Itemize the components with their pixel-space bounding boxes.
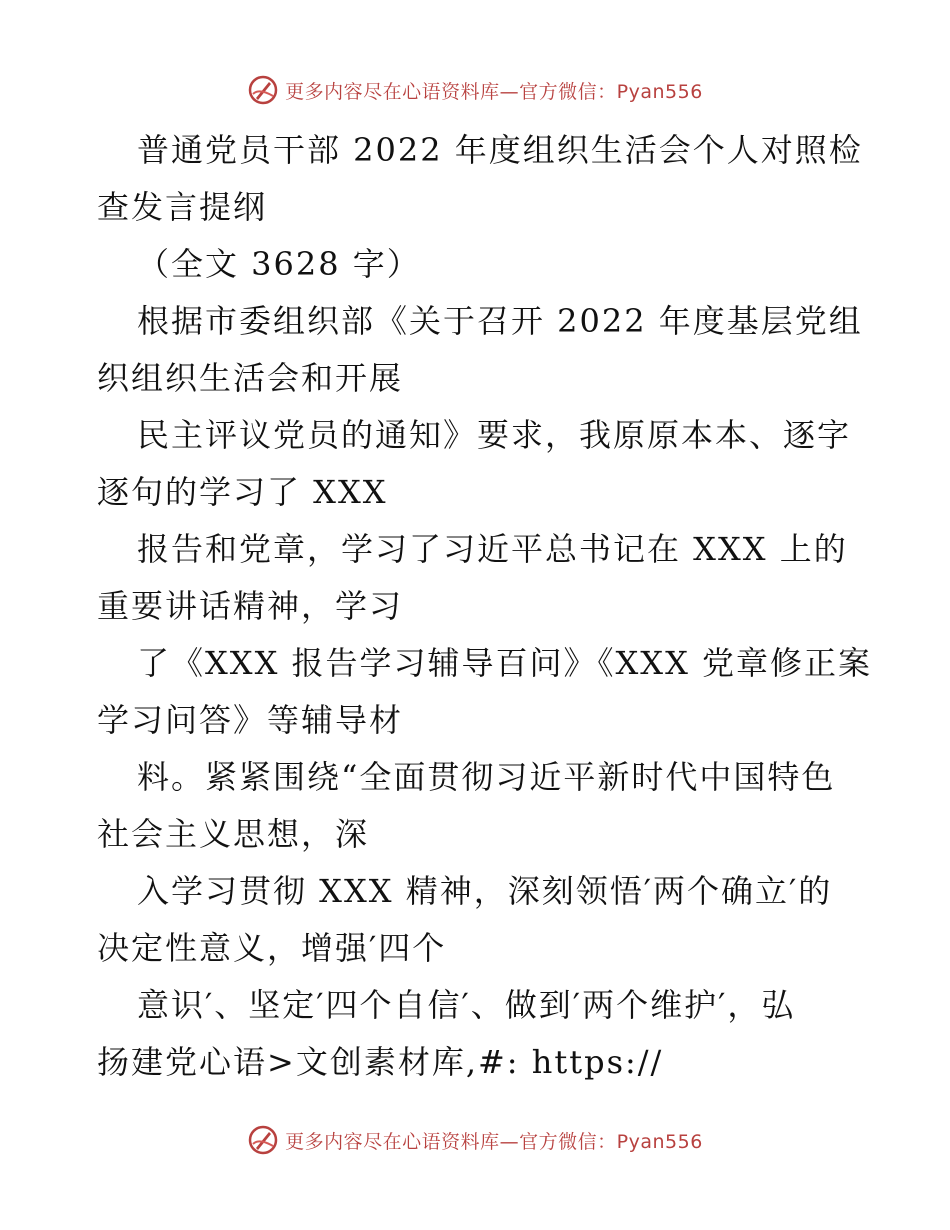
document-line: 查发言提纲: [97, 188, 268, 226]
document-line: 学习问答》等辅导材: [97, 701, 404, 739]
header-banner-text: 更多内容尽在心语资料库—官方微信：Pyan556: [285, 80, 703, 103]
document-line: 普通党员干部 2022 年度组织生活会个人对照检: [137, 131, 863, 169]
document-line: 报告和党章，学习了习近平总书记在 XXX 上的: [137, 530, 848, 568]
document-body: [97, 122, 873, 1091]
document-line: 了《XXX 报告学习辅导百问》《XXX 党章修正案: [137, 644, 873, 682]
document-line: 社会主义思想，深: [97, 815, 370, 853]
quill-pen-circle-icon: [247, 1124, 279, 1156]
document-line: 民主评议党员的通知》要求，我原原本本、逐字: [137, 416, 852, 454]
document-line: 织组织生活会和开展: [97, 359, 404, 397]
document-line: 意识′、坚定′四个自信′、做到′两个维护′，弘: [137, 986, 796, 1024]
document-line: 料。紧紧围绕“全面贯彻习近平新时代中国特色: [137, 758, 836, 796]
footer-banner-text: 更多内容尽在心语资料库—官方微信：Pyan556: [285, 1130, 703, 1153]
document-line: 根据市委组织部《关于召开 2022 年度基层党组: [137, 302, 863, 340]
header-banner: [0, 70, 950, 110]
document-line: 决定性意义，增强′四个: [97, 929, 447, 967]
document-line: （全文 3628 字）: [137, 245, 421, 283]
document-line: 逐句的学习了 XXX: [97, 473, 388, 511]
document-line: 扬建党心语>文创素材库,#: https://: [97, 1043, 664, 1081]
footer-banner: [0, 1120, 950, 1160]
document-line: 重要讲话精神，学习: [97, 587, 404, 625]
quill-pen-circle-icon: [247, 74, 279, 106]
document-line: 入学习贯彻 XXX 精神，深刻领悟′两个确立′的: [137, 872, 833, 910]
